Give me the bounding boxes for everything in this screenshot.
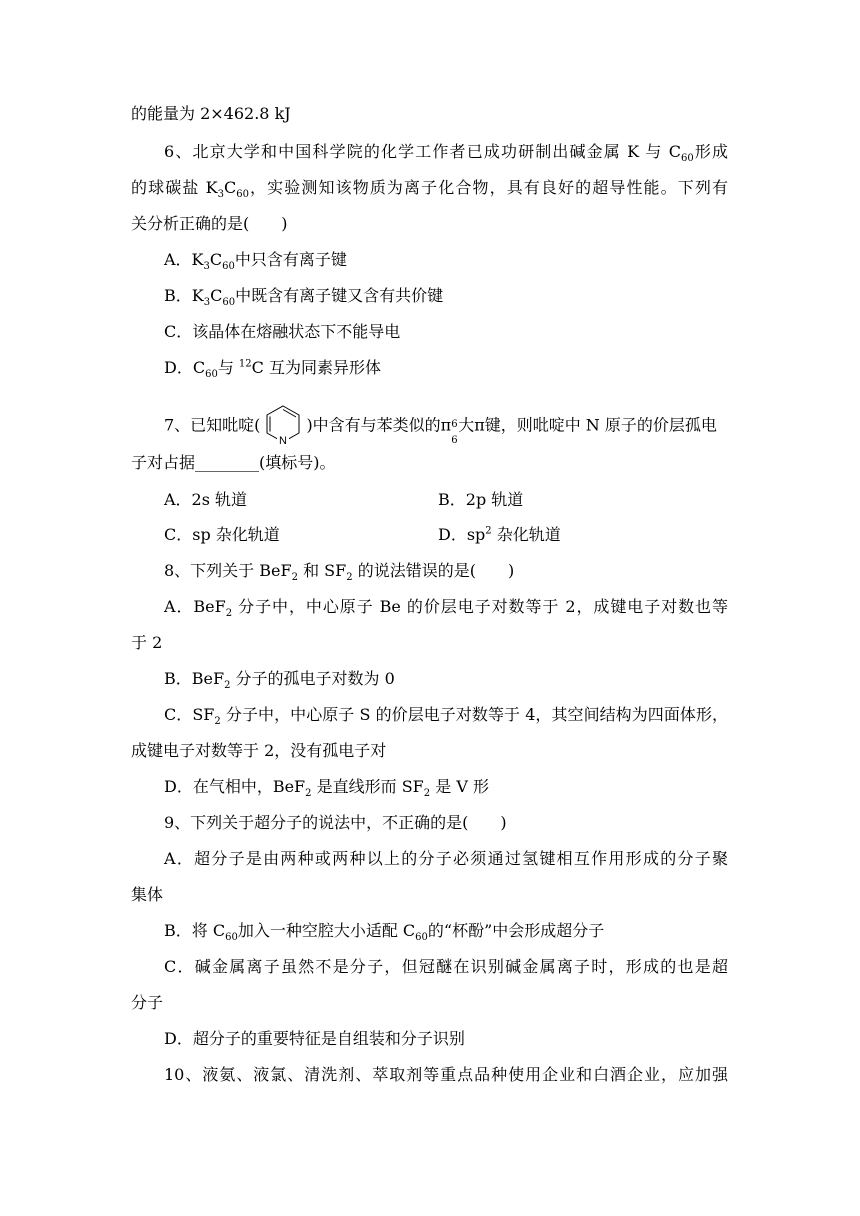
text: 大π键，则吡啶中 N 原子的价层孤电 bbox=[458, 415, 717, 435]
subscript: 60 bbox=[680, 153, 694, 165]
text: C 互为同素异形体 bbox=[251, 358, 381, 377]
question-9-option-a-line-1 bbox=[164, 848, 728, 870]
subscript: 2 bbox=[291, 572, 298, 584]
text: 8、下列关于 BeF bbox=[164, 561, 292, 580]
subscript: 3 bbox=[203, 297, 211, 309]
subscript: 60 bbox=[222, 297, 236, 309]
text: C bbox=[209, 250, 223, 269]
subscript: 2 bbox=[423, 788, 431, 800]
subscript: 2 bbox=[305, 788, 312, 800]
question-7-options-row-2 bbox=[164, 524, 724, 546]
question-8-stem bbox=[164, 560, 764, 582]
text: C bbox=[223, 178, 237, 197]
text: 的“杯酚”中会形成超分子 bbox=[427, 921, 605, 940]
text: 9、下列关于超分子的说法中，不正确的是( ) bbox=[164, 813, 507, 832]
subscript: 2 bbox=[225, 608, 233, 620]
question-7-stem-line-2 bbox=[131, 452, 731, 474]
question-6-stem-line-2 bbox=[131, 177, 728, 199]
question-8-option-c-line-1 bbox=[164, 704, 728, 726]
question-6-option-c bbox=[164, 321, 764, 343]
text: B．将 C bbox=[164, 921, 226, 940]
text: 中只含有离子键 bbox=[234, 250, 347, 269]
text: B．BeF bbox=[164, 669, 225, 688]
subscript: 3 bbox=[217, 189, 224, 201]
superscript: 12 bbox=[238, 358, 252, 370]
text: 的球碳盐 K bbox=[131, 178, 218, 197]
question-8-option-b bbox=[164, 668, 764, 690]
text: 分子的孤电子对数为 0 bbox=[230, 669, 395, 688]
question-9-option-c-line-2 bbox=[131, 992, 731, 1014]
text: 关分析正确的是( ) bbox=[131, 214, 288, 233]
text: D．sp bbox=[438, 525, 486, 544]
question-8-option-d bbox=[164, 776, 764, 798]
option-b: B．2p 轨道 bbox=[438, 490, 524, 509]
text: 分子中，中心原子 S 的价层电子对数等于 4，其空间结构为四面体形， bbox=[220, 705, 728, 724]
question-9-option-c-line-1 bbox=[164, 956, 728, 978]
text: D．超分子的重要特征是自组装和分子识别 bbox=[164, 1029, 465, 1048]
text: 6、北京大学和中国科学院的化学工作者已成功研制出碱金属 K 与 C bbox=[164, 142, 681, 161]
text: 10、液氨、液氯、清洗剂、萃取剂等重点品种使用企业和白酒企业，应加强 bbox=[164, 1065, 728, 1084]
text: D．在气相中，BeF bbox=[164, 777, 306, 796]
text: ，实验测知该物质为离子化合物，具有良好的超导性能。下列有 bbox=[248, 178, 728, 197]
text: 分子 bbox=[131, 993, 164, 1012]
text: 是直线形而 SF bbox=[311, 777, 424, 796]
text: C．碱金属离子虽然不是分子，但冠醚在识别碱金属离子时，形成的也是超 bbox=[164, 957, 728, 976]
question-8-option-a-line-2 bbox=[131, 632, 731, 654]
text: 7、已知吡啶( bbox=[164, 415, 261, 435]
question-9-option-a-line-2 bbox=[131, 884, 731, 906]
line-text: 的能量为 2×462.8 kJ bbox=[131, 104, 291, 123]
text: 子对占据________(填标号)。 bbox=[131, 453, 336, 472]
text: C．该晶体在熔融状态下不能导电 bbox=[164, 322, 401, 341]
text: 杂化轨道 bbox=[491, 525, 561, 544]
subscript: 60 bbox=[205, 369, 218, 381]
question-6-stem-line-1 bbox=[164, 141, 728, 163]
text: C．SF bbox=[164, 705, 215, 724]
question-7-stem-line-1: 7、已知吡啶( N )中含有与苯类似的π 6 6 大π键，则吡啶中 N 原子的价层孤电 bbox=[164, 405, 764, 447]
subscript: 60 bbox=[236, 189, 249, 201]
question-9-option-b bbox=[164, 920, 764, 942]
text: A．超分子是由两种或两种以上的分子必须通过氢键相互作用形成的分子聚 bbox=[164, 849, 728, 868]
question-8-option-a-line-1 bbox=[164, 596, 728, 618]
option-c: C．sp 杂化轨道 bbox=[164, 525, 280, 544]
question-9-option-d bbox=[164, 1028, 764, 1050]
option-a: A．2s 轨道 bbox=[164, 490, 248, 509]
text: C bbox=[210, 286, 223, 305]
text: A．BeF bbox=[164, 597, 226, 616]
text: 的说法错误的是( ) bbox=[352, 561, 515, 580]
question-9-stem bbox=[164, 812, 764, 834]
text: 形成 bbox=[693, 142, 728, 161]
option-d bbox=[438, 524, 561, 546]
subscript: 60 bbox=[225, 932, 238, 944]
text: 分子中，中心原子 Be 的价层电子对数等于 2，成键电子对数也等 bbox=[232, 597, 728, 616]
text: 是 V 形 bbox=[430, 777, 489, 796]
question-6-option-a bbox=[164, 249, 764, 271]
text: A．K bbox=[164, 250, 204, 269]
text: 和 SF bbox=[297, 561, 347, 580]
text-line bbox=[131, 103, 731, 125]
pyridine-ring-structure bbox=[261, 403, 305, 445]
question-8-option-c-line-2 bbox=[131, 740, 731, 762]
subscript: 2 bbox=[224, 680, 231, 692]
text: B．K bbox=[164, 286, 204, 305]
ring-nitrogen-label: N bbox=[279, 435, 288, 445]
text: )中含有与苯类似的π bbox=[306, 415, 452, 435]
subscript: 3 bbox=[203, 261, 210, 273]
text: 中既含有离子键又含有共价键 bbox=[235, 286, 444, 305]
text: 与 bbox=[217, 358, 239, 377]
question-6-stem-line-3 bbox=[131, 213, 731, 235]
text: 加入一种空腔大小适配 C bbox=[237, 921, 416, 940]
question-10-stem-line-1 bbox=[164, 1064, 728, 1086]
subscript: 60 bbox=[222, 261, 235, 273]
subscript: 2 bbox=[346, 572, 353, 584]
question-6-option-b bbox=[164, 285, 764, 307]
subscript: 2 bbox=[214, 716, 221, 728]
text: D．C bbox=[164, 358, 206, 377]
text: 于 2 bbox=[131, 633, 163, 652]
question-7-options-row-1 bbox=[164, 489, 724, 511]
subscript: 60 bbox=[415, 932, 428, 944]
question-6-option-d bbox=[164, 357, 764, 379]
text: 成键电子对数等于 2，没有孤电子对 bbox=[131, 741, 387, 760]
text: 集体 bbox=[131, 885, 164, 904]
superscript: 2 bbox=[485, 525, 492, 537]
